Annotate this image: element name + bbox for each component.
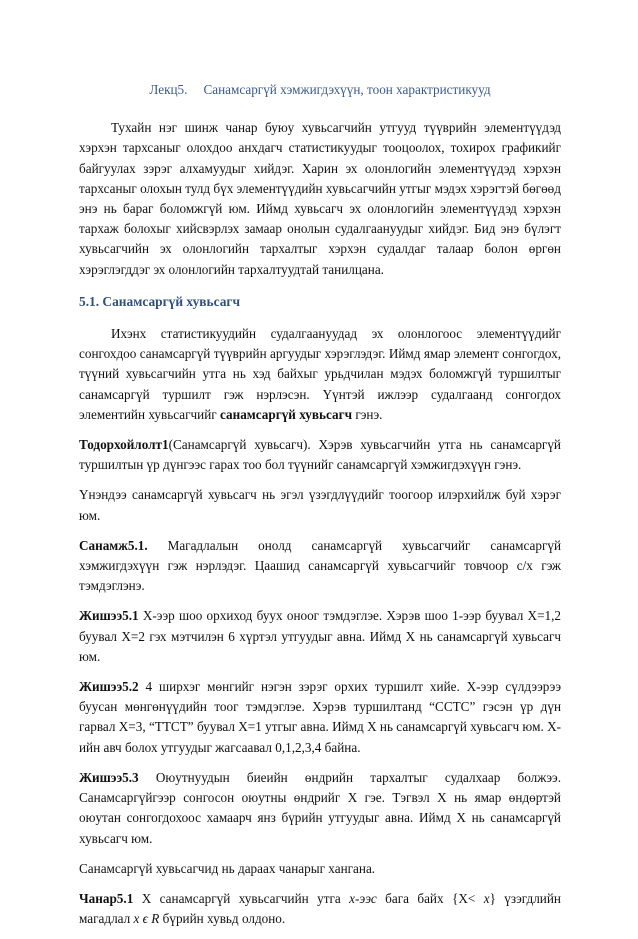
property-text: Х санамсаргүй хувьсагчийн утга bbox=[133, 890, 350, 906]
remark-paragraph bbox=[79, 536, 561, 597]
property-math: x bbox=[483, 890, 490, 906]
properties-intro: Санамсаргүй хувьсагчид нь дараах чанарыг хангана. bbox=[79, 860, 376, 876]
property-math: x ϵ bbox=[133, 911, 148, 927]
term-random-variable: санамсаргүй хувьсагч bbox=[220, 406, 353, 422]
example-paragraph bbox=[79, 606, 561, 667]
section-paragraph bbox=[79, 324, 561, 425]
property-text: бага байх {X< bbox=[376, 890, 484, 906]
property-math: R bbox=[151, 911, 160, 927]
remark-label: Санамж5.1. bbox=[79, 537, 148, 553]
property-math: x-ээс bbox=[349, 890, 377, 906]
property-paragraph bbox=[79, 889, 561, 929]
definition-text: (Санамсаргүй хувьсагч). Хэрэв хувьсагчийн утга нь санамсаргүй туршилтын үр дүнгээс гарах тоо бол түүнийг санамсаргүй хэмжигдэхүүн гэнэ. bbox=[79, 437, 561, 473]
intro-paragraph: Тухайн нэг шинж чанар буюу хувьсагчийн утгууд түүврийн элементүүдэд хэрхэн тархсаныг олохдоо анхдагч статистикуудыг тооцоолох, тохирох графикийг байгуулах зэрэг алхамуудыг хийдэг. Харин эх олонлогийн элементүүдэд хэрхэн тархсаныг олохын тулд бүх элементүүдийн хувьсагчийн утгыг мэдэх хэрэгтэй бөгөөд энэ нь бараг боломжгүй юм. Иймд хувьсагч эх олонлогийн элементүүдэд хэрхэн тархаж болохыг хийсвэрлэх замаар онолын судалгаануудыг хийдэг. Бид энэ бүлэгт хувьсагчийн эх олонлогийн тархалтыг хэрхэн судалдаг талаар болон өргөн хэрэглэгддэг эх олонлогийн тархалтуудтай танилцана. bbox=[79, 120, 561, 277]
property-text: } үзэгдлийн магадлал bbox=[79, 890, 561, 927]
example-paragraph bbox=[79, 677, 561, 758]
section-heading: 5.1. Санамсаргүй хувьсагч bbox=[79, 293, 241, 309]
section-paragraph-text: Ихэнх статистикуудийн судалгаануудад эх олонлогоос элементүүдийг сонгохдоо санамсаргүй түүврийн аргуудыг хэрэглэдэг. Иймд ямар элемент сонгогдох, түүний хувьсагчийн утга нь хэд байхыг урьдчилан мэдэх боломжгүй туршилтыг санамсаргүй туршилт гэж нэрлэсэн. Үүнтэй ижлээр судалгаанд сонгогдох элементийн хувьсагчийг bbox=[79, 326, 561, 422]
example-label: Жишээ5.3 bbox=[79, 769, 139, 785]
document-page bbox=[79, 80, 561, 939]
lecture-title: Санамсаргүй хэмжигдэхүүн, тоон характристикууд bbox=[203, 82, 491, 97]
example-text: Х-ээр шоо орхиход буух оноог тэмдэглэе. Хэрэв шоо 1-ээр буувал Х=1,2 буувал Х=2 гэх мэтчилэн 6 хүртэл утгуудыг авна. Иймд Х нь санамсаргүй хувьсагч юм. bbox=[79, 608, 561, 664]
example-paragraph bbox=[79, 768, 561, 849]
example-text: Оюутнуудын биеийн өндрийн тархалтыг судалхаар болжээ. Санамсаргүйгээр сонгосон оюутны өндрийг Х гэе. Тэгвэл Х нь ямар өндөртэй оюутан сонгогдохоос хамаарч янз бүрийн утгуудыг авна. Иймд Х нь санамсаргүй хувьсагч юм. bbox=[79, 769, 561, 846]
property-text: бүрийн хувьд олдоно. bbox=[159, 911, 286, 927]
note-paragraph: Үнэндээ санамсаргүй хувьсагч нь эгэл үзэгдлүүдийг тоогоор илэрхийлж буй хэрэг юм. bbox=[79, 487, 561, 523]
example-label: Жишээ5.1 bbox=[79, 608, 139, 624]
definition-paragraph bbox=[79, 435, 561, 475]
section-paragraph-end: гэнэ. bbox=[352, 406, 383, 422]
definition-label: Тодорхойлолт1 bbox=[79, 437, 169, 453]
example-label: Жишээ5.2 bbox=[79, 679, 139, 695]
example-text: 4 ширхэг мөнгийг нэгэн зэрэг орхих туршилт хийе. Х-ээр сүлдээрээ буусан мөнгөнүүдийн тоог тэмдэглэе. Хэрэв туршилтанд “ССТС” гэсэн үр дүн гарвал Х=3, “ТТСТ” буувал Х=1 утгыг авна. Иймд Х нь санамсаргүй хувьсагч юм. Х-ийн авч болох утгуудыг жагсаавал 0,1,2,3,4 байна. bbox=[79, 679, 561, 755]
remark-text: Магадлалын онолд санамсаргүй хувьсагчийг санамсаргүй хэмжигдэхүүн гэж нэрлэдэг. Цаашид санамсаргүй хувьсагчийг товчоор с/х гэж тэмдэглэнэ. bbox=[79, 537, 561, 594]
lecture-number: Лекц5. bbox=[149, 82, 188, 97]
page-header bbox=[79, 80, 561, 100]
property-label: Чанар5.1 bbox=[79, 890, 134, 906]
